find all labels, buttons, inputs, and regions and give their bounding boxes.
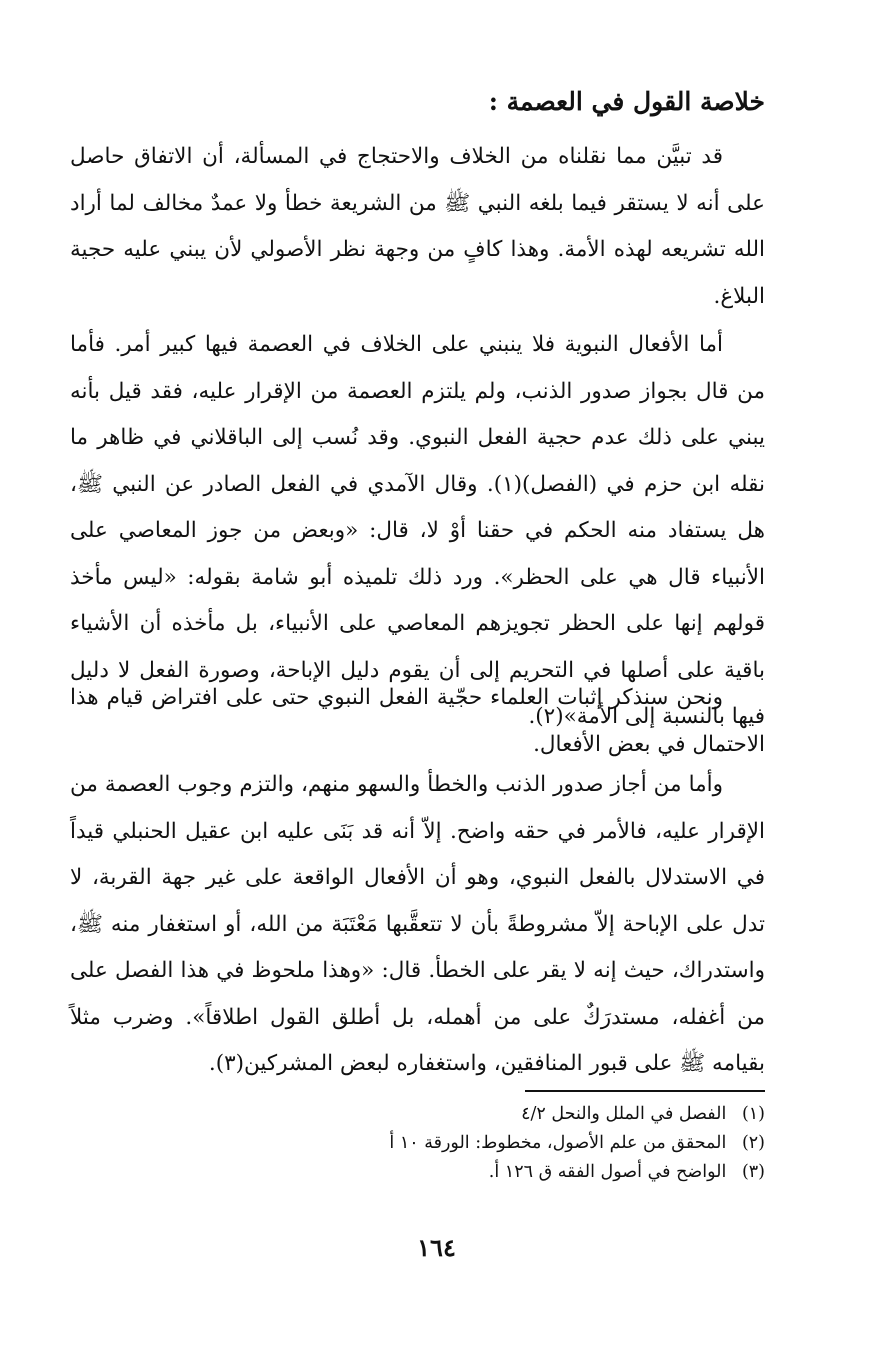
footnotes [75,1100,765,1187]
page-number: ١٦٤ [417,1233,456,1262]
footnote-number: (٢) [741,1133,765,1153]
footnote-2 [75,1129,765,1158]
footnote-text: الفصل في الملل والنحل ٤/٢ [521,1104,727,1124]
footnote-number: (٣) [741,1162,765,1182]
footnote-text: المحقق من علم الأصول، مخطوط: الورقة ١٠ أ [389,1133,727,1153]
footnote-number: (١) [741,1104,765,1124]
paragraph-1: قد تبيَّن مما نقلناه من الخلاف والاحتجاج في المسألة، أن الاتفاق حاصل على أنه لا يستقر فيما بلغه النبي ﷺ من الشريعة خطأ ولا عمدٌ مخالف لما أراد الله تشريعه لهذه الأمة. وهذا كافٍ من وجهة نظر الأصولي لأن يبني عليه حجية البلاغ. [70,144,765,309]
paragraph-4: وأما من أجاز صدور الذنب والخطأ والسهو منهم، والتزم وجوب العصمة من الإقرار عليه، فالأمر في حقه واضح. إلاّ أنه قد بَنَى عليه ابن عقيل الحنبلي قيداً في الاستدلال بالفعل النبوي، وهو أن الأفعال الواقعة على غير جهة القربة، لا تدل على الإباحة إلاّ مشروطةً بأن لا تتعقَّبها مَعْتَبَة من الله، أو استغفار منه ﷺ، واستدراك، حيث إنه لا يقر على الخطأ. قال: «وهذا ملحوظ في هذا الفصل على من أغفله، مستدرَكٌ على من أهمله، بل أطلق القول اطلاقاً». وضرب مثلاً بقيامه ﷺ على قبور المنافقين، واستغفاره لبعض المشركين(٣). [70,772,765,1076]
footnote-text: الواضح في أصول الفقه ق ١٢٦ أ. [488,1162,727,1182]
footnote-1 [75,1100,765,1129]
paragraph-2: أما الأفعال النبوية فلا ينبني على الخلاف في العصمة فيها كبير أمر. فأما من قال بجواز صدور الذنب، ولم يلتزم العصمة من الإقرار عليه، فقد قيل بأنه يبني على ذلك عدم حجية الفعل النبوي. وقد نُسب إلى الباقلاني في ظاهر ما نقله ابن حزم في (الفصل)(١). وقال الآمدي في الفعل الصادر عن النبي ﷺ، هل يستفاد منه الحكم في حقنا أوْ لا، قال: «وبعض من جوز المعاصي على الأنبياء قال هي على الحظر». ورد ذلك تلميذه أبو شامة بقوله: «ليس مأخذ قولهم إنها على الحظر تجويزهم المعاصي على الأنبياء، بل مأخذه أن الأشياء باقية على أصلها في التحريم إلى أن يقوم دليل الإباحة، وصورة الفعل لا دليل فيها بالنسبة إلى الأمة»(٢). [70,332,765,729]
section-heading: خلاصة القول في العصمة : [488,87,765,116]
footnote-3 [75,1158,765,1187]
footnote-separator [525,1090,765,1092]
paragraph-3: ونحن سنذكر إثبات العلماء حجّية الفعل النبوي حتى على افتراض قيام هذا الاحتمال في بعض الأفعال. [70,685,765,757]
